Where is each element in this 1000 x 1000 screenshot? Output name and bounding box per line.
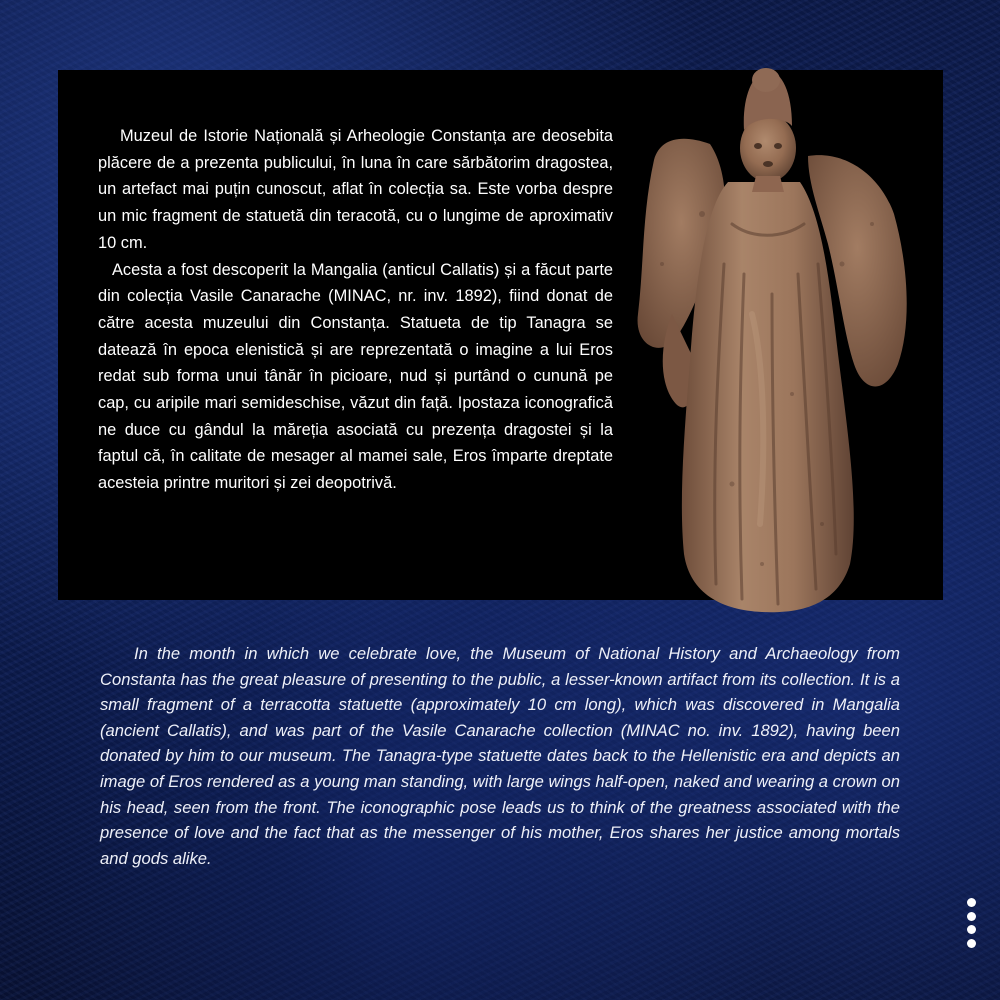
dot bbox=[967, 912, 976, 921]
romanian-paragraph-1: Muzeul de Istorie Națională și Arheologie Constanța are deosebita plăcere de a prezenta publicului, în luna în care sărbătorim dragostea, un artefact mai puțin cunoscut, aflat în colecția sa. Este vorba despre un mic fragment de statuetă din teracotă, cu o lungime de aproximativ 10 cm. bbox=[98, 127, 613, 252]
vertical-dots-icon[interactable] bbox=[962, 898, 980, 948]
english-description: In the month in which we celebrate love, the Museum of National History and Archaeology from Constanta has the great pleasure of presenting to the public, a lesser-known artifact from its collection. It is a small fragment of a terracotta statuette (approximately 10 cm long), which was discovered in Mangalia (ancient Callatis), and was part of the Vasile Canarache collection (MINAC no. inv. 1892), having been donated by him to our museum. The Tanagra-type statuette dates back to the Hellenistic era and depicts an image of Eros rendered as a young man standing, with large wings half-open, naked and wearing a crown on his head, seen from the front. The iconographic pose leads us to think of the greatness associated with the presence of love and the fact that as the messenger of his mother, Eros shares her justice among mortals and gods alike. bbox=[100, 644, 900, 868]
dot bbox=[967, 898, 976, 907]
romanian-paragraph-2: Acesta a fost descoperit la Mangalia (anticul Callatis) și a făcut parte din colecția Vasile Canarache (MINAC, nr. inv. 1892), fiind donat de către acesta muzeului din Constanța. Statueta de tip Tanagra se datează în epoca elenistică și are reprezentată o imagine a lui Eros redat sub forma unui tânăr în picioare, nud și purtând o cunună pe cap, cu aripile mari semideschise, văzut din față. Ipostaza iconografică ne duce cu gândul la măreția asociată cu prezența dragostei și la faptul că, în calitate de mesager al mamei sale, Eros împarte dreptate acesteia printre muritori și zei deopotrivă. bbox=[98, 260, 613, 493]
eros-statuette-image bbox=[632, 64, 914, 616]
dot bbox=[967, 939, 976, 948]
dot bbox=[967, 925, 976, 934]
romanian-description bbox=[98, 123, 613, 497]
